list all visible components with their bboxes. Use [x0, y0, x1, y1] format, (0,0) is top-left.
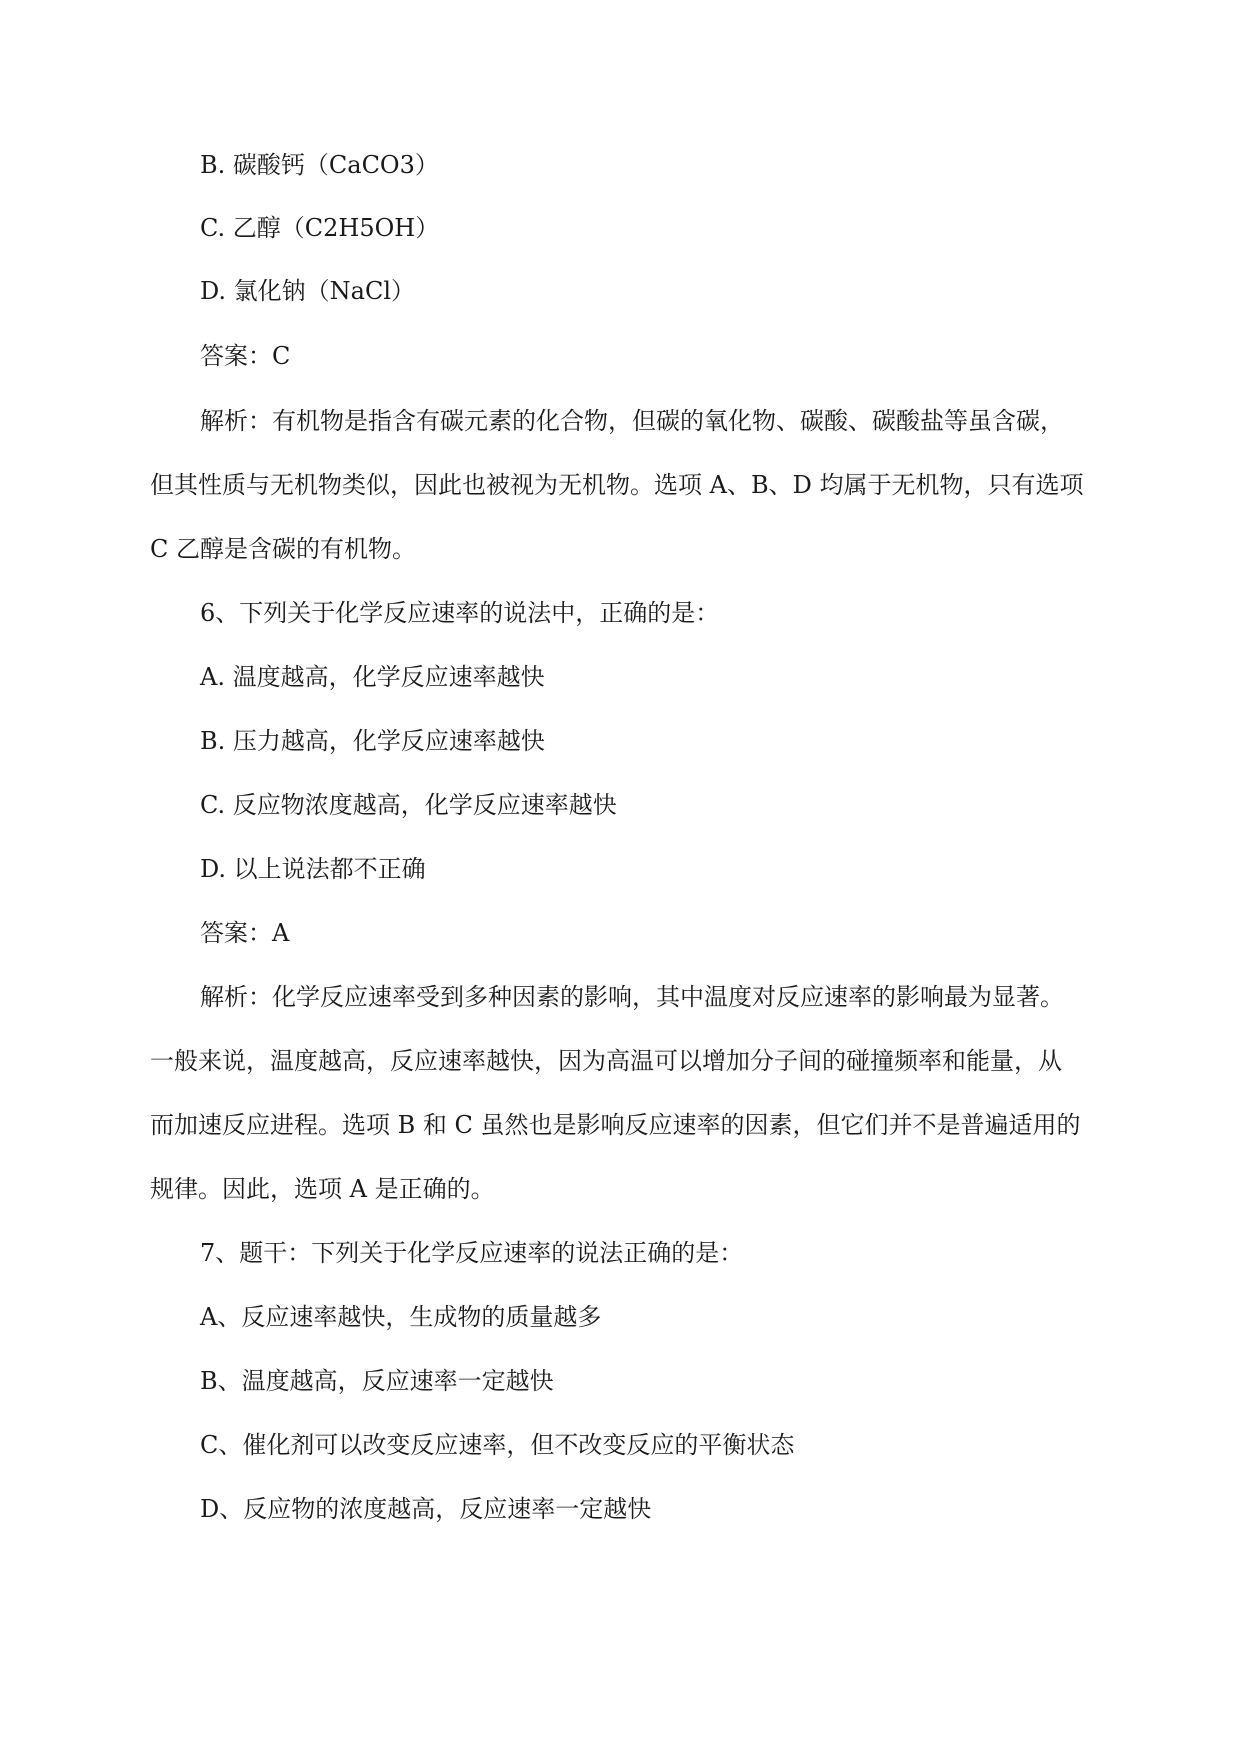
- q7-option-a: A、反应速率越快，生成物的质量越多: [200, 1303, 602, 1331]
- q5-explanation-line-1: 解析：有机物是指含有碳元素的化合物，但碳的氧化物、碳酸、碳酸盐等虽含碳，: [200, 407, 1064, 435]
- q6-explanation-line-3: 而加速反应进程。选项 B 和 C 虽然也是影响反应速率的因素，但它们并不是普遍适用的: [150, 1111, 1081, 1139]
- q6-explanation-line-1: 解析：化学反应速率受到多种因素的影响，其中温度对反应速率的影响最为显著。: [200, 983, 1064, 1011]
- q6-option-d: D. 以上说法都不正确: [200, 855, 426, 883]
- q6-option-b: B. 压力越高，化学反应速率越快: [200, 727, 545, 755]
- q7-option-d: D、反应物的浓度越高，反应速率一定越快: [200, 1495, 652, 1523]
- q6-option-c: C. 反应物浓度越高，化学反应速率越快: [200, 791, 617, 819]
- q5-option-c: C. 乙醇（C2H5OH）: [200, 214, 440, 242]
- q6-explanation-line-2: 一般来说，温度越高，反应速率越快，因为高温可以增加分子间的碰撞频率和能量，从: [150, 1047, 1062, 1075]
- q7-option-b: B、温度越高，反应速率一定越快: [200, 1367, 554, 1395]
- q6-answer: 答案：A: [200, 919, 290, 947]
- q5-explanation-line-3: C 乙醇是含碳的有机物。: [150, 535, 416, 563]
- q7-option-c: C、催化剂可以改变反应速率，但不改变反应的平衡状态: [200, 1431, 795, 1459]
- q5-explanation-line-2: 但其性质与无机物类似，因此也被视为无机物。选项 A、B、D 均属于无机物，只有选项: [150, 471, 1084, 499]
- q5-option-d: D. 氯化钠（NaCl）: [200, 277, 415, 305]
- q7-stem: 7、题干：下列关于化学反应速率的说法正确的是：: [200, 1239, 744, 1267]
- q6-explanation-line-4: 规律。因此，选项 A 是正确的。: [150, 1175, 495, 1203]
- q5-answer: 答案：C: [200, 342, 291, 370]
- q6-option-a: A. 温度越高，化学反应速率越快: [200, 663, 545, 691]
- q6-stem: 6、下列关于化学反应速率的说法中，正确的是：: [200, 599, 720, 627]
- q5-option-b: B. 碳酸钙（CaCO3）: [200, 151, 439, 179]
